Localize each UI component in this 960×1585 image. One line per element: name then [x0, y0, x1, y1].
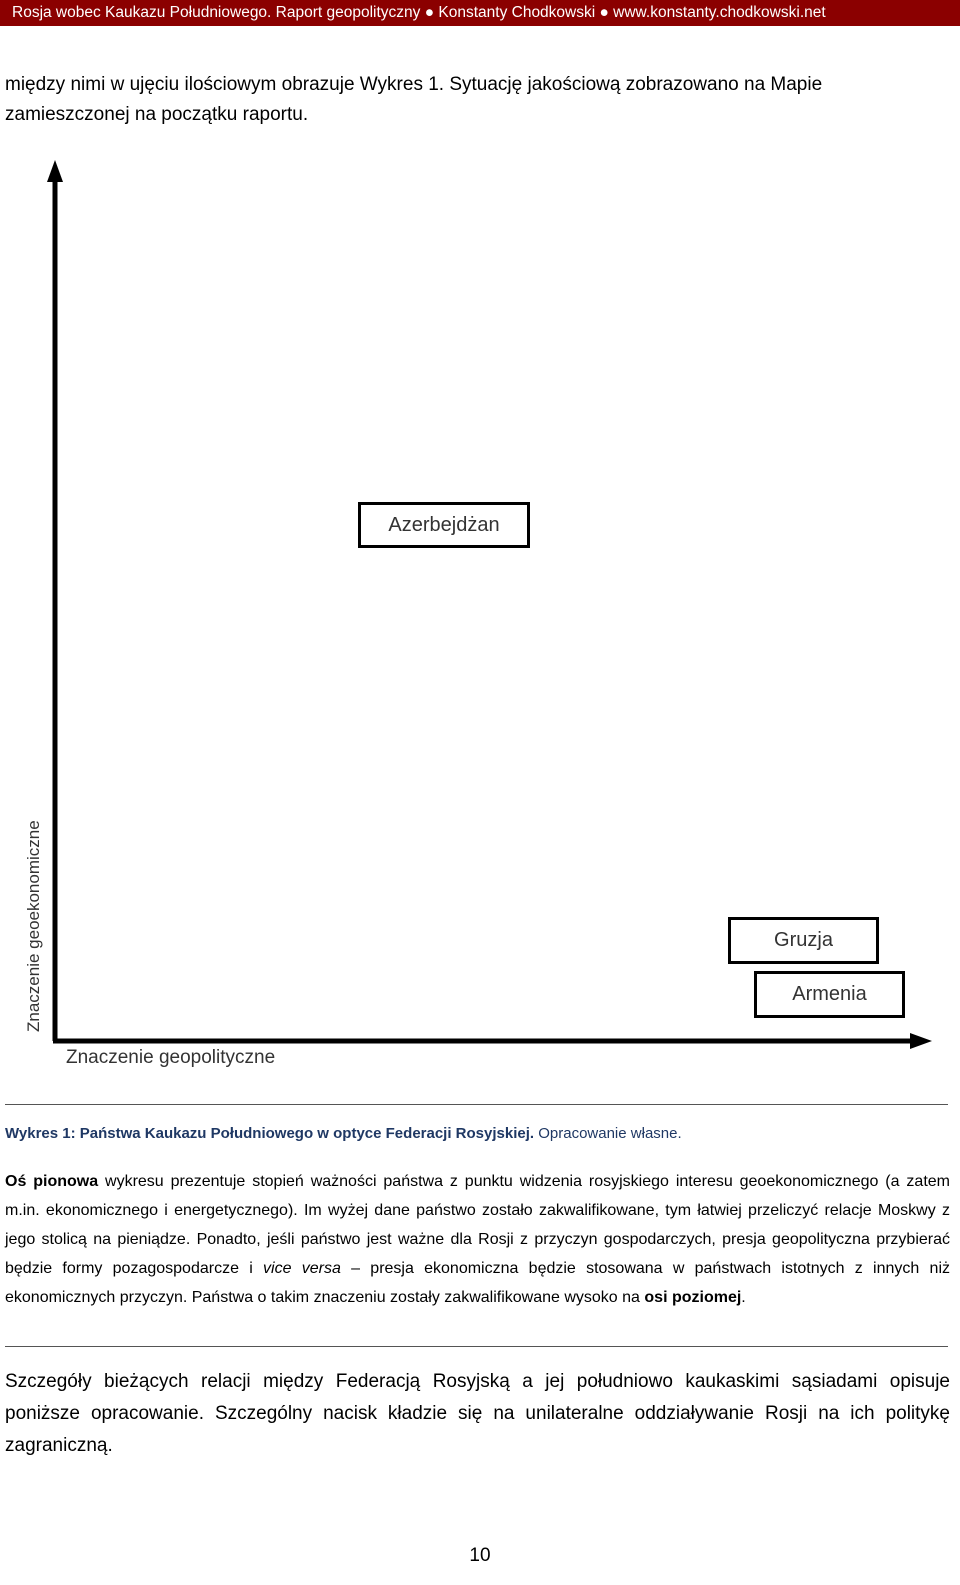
intro-paragraph: między nimi w ujęciu ilościowym obrazuje Wykres 1. Sytuację jakościową zobrazowano na Mapie zamieszczonej na początku raportu. — [5, 74, 823, 125]
para1-bold-1: Oś pionowa — [5, 1173, 99, 1190]
caption-source: Opracowanie własne. — [534, 1125, 682, 1142]
point-armenia — [754, 971, 905, 1018]
para1-text-1: wykresu prezentuje stopień ważności państwa z punktu widzenia rosyjskiego interesu geoekonomicznego (a zatem m.in. ekonomicznego i energetycznego). Im wyżej dane państwo zostało zakwalifikowane, tym łatwiej przeliczyć relacje Moskwy z jego stolicą na pieniądze. Ponadto, jeśli państwo jest ważne dla Rosji z przyczyn gospodarczych, presja geopolityczna przybierać będzie formy pozagospodarcze i — [5, 1173, 950, 1277]
x-axis-arrow — [910, 1033, 932, 1049]
para1-bold-2: osi poziomej — [644, 1289, 742, 1306]
running-header-text: Rosja wobec Kaukazu Południowego. Raport geopolityczny ● Konstanty Chodkowski ● www.konstanty.chodkowski.net — [12, 4, 826, 21]
y-axis-arrow — [47, 160, 63, 182]
divider-bottom — [5, 1346, 948, 1347]
caption-bold: Wykres 1: Państwa Kaukazu Południowego w optyce Federacji Rosyjskiej. — [5, 1125, 535, 1142]
point-azerbaijan — [358, 502, 530, 548]
para1-text-3: . — [741, 1289, 746, 1306]
point-georgia — [728, 917, 879, 964]
figure-caption — [5, 1123, 950, 1145]
point-label-armenia: Armenia — [792, 983, 867, 1005]
divider-top — [5, 1104, 948, 1105]
para1-text-2: – presja ekonomiczna będzie stosowana w państwach istotnych z innych niż ekonomicznych przyczyn. Państwa o takim znaczeniu zostały zakwalifikowane wysoko na — [5, 1260, 950, 1306]
point-label-georgia: Gruzja — [774, 929, 833, 951]
point-label-azerbaijan: Azerbejdżan — [388, 513, 500, 536]
page-number: 10 — [469, 1545, 491, 1566]
para1-italic: vice versa — [263, 1260, 341, 1277]
x-axis-label: Znaczenie geopolityczne — [66, 1047, 276, 1068]
y-axis-label: Znaczenie geoekonomiczne — [24, 820, 43, 1032]
body-paragraph-2: Szczegóły bieżących relacji między Federacją Rosyjską a jej południowo kaukaskimi sąsiadami opisuje poniższe opracowanie. Szczególny nacisk kładzie się na unilateralne oddziaływanie Rosji na ich politykę zagraniczną. — [5, 1371, 950, 1456]
body-paragraph-1 — [5, 1167, 950, 1312]
